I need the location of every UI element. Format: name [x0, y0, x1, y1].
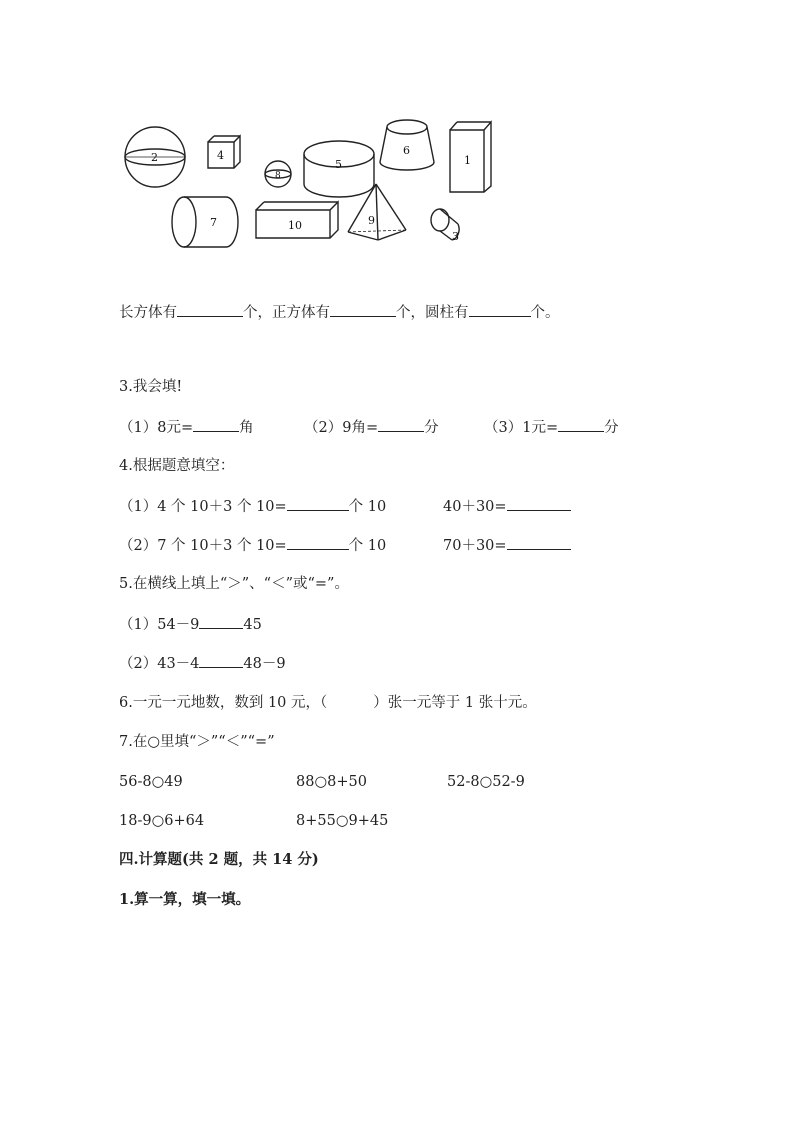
q3-title: 3.我会填!: [119, 379, 183, 395]
sphere-shape: [265, 161, 291, 187]
q2-text-3: 个，圆柱有: [396, 305, 469, 321]
cube-shape: [208, 136, 240, 168]
q3-item-prefix: （1）8元=: [119, 420, 194, 436]
q4-row-2-left: [119, 535, 386, 556]
q3-item-unit: 分: [424, 420, 439, 436]
answer-blank[interactable]: [177, 302, 243, 317]
q5-title: 5.在横线上填上“＞”、“＜”或“=”。: [119, 576, 349, 592]
frustum-shape: [380, 120, 434, 170]
q5-expression: （2）43－4: [119, 656, 200, 672]
q4-unit: 个 10: [348, 538, 387, 554]
cylinder-shape: [172, 197, 238, 247]
q5-expression: 48－9: [243, 656, 286, 672]
shape-number: 10: [288, 219, 302, 232]
shape-number: 6: [403, 144, 410, 157]
shape-number: 3: [452, 230, 459, 243]
q4-expression: 40＋30=: [443, 499, 507, 515]
cylinder-shape: [304, 141, 374, 197]
cuboid-shape: [256, 202, 338, 238]
shape-number: 5: [335, 158, 342, 171]
answer-blank[interactable]: [378, 417, 424, 432]
q5-row-1: [119, 614, 262, 635]
shape-number: 2: [151, 151, 158, 164]
pyramid-shape: [348, 184, 406, 240]
shape-number: 1: [464, 154, 471, 167]
q3-item-3: [484, 417, 619, 438]
q4-title: 4.根据题意填空：: [119, 458, 235, 474]
q3-item-prefix: （3）1元=: [484, 420, 559, 436]
answer-blank[interactable]: [507, 535, 571, 550]
q2-text-4: 个。: [530, 305, 560, 321]
q3-item-unit: 角: [239, 420, 254, 436]
q4-row-2-right: [443, 535, 571, 556]
q7-expression: 8+55○9+45: [296, 813, 389, 829]
shape-number: 9: [368, 214, 375, 227]
answer-blank[interactable]: [558, 417, 604, 432]
answer-blank[interactable]: [193, 417, 239, 432]
q4-expression: （2）7 个 10＋3 个 10=: [119, 538, 287, 554]
q4-row-1-left: [119, 496, 386, 517]
q4-unit: 个 10: [348, 499, 387, 515]
answer-blank[interactable]: [287, 535, 349, 550]
answer-blank[interactable]: [199, 653, 243, 668]
q6-question: [119, 693, 537, 713]
q4-row-1-right: [443, 496, 571, 517]
q3-item-unit: 分: [604, 420, 619, 436]
q7-expression: 88○8+50: [296, 774, 367, 790]
shape-count-question: [119, 302, 560, 323]
q5-row-2: [119, 653, 286, 674]
q3-item-1: [119, 417, 254, 438]
answer-blank[interactable]: [469, 302, 531, 317]
sphere-shape: [125, 127, 185, 187]
cuboid-shape: [450, 122, 491, 192]
q4-expression: 70＋30=: [443, 538, 507, 554]
solid-shapes-figure: [118, 112, 498, 257]
q7-expression: 52-8○52-9: [447, 774, 525, 790]
section-title: 四.计算题(共 2 题，共 14 分): [119, 851, 319, 868]
q6-text: ）张一元等于 1 张十元。: [373, 695, 537, 711]
q2-text-1: 长方体有: [119, 305, 177, 321]
q7-expression: 56-8○49: [119, 774, 183, 790]
q6-text: 6.一元一元地数，数到 10 元，（: [119, 695, 328, 711]
q5-expression: （1）54－9: [119, 617, 200, 633]
answer-blank[interactable]: [507, 496, 571, 511]
answer-blank[interactable]: [330, 302, 396, 317]
q2-text-2: 个，正方体有: [243, 305, 330, 321]
shape-number: 4: [217, 149, 224, 162]
q3-item-prefix: （2）9角=: [304, 420, 379, 436]
q4-expression: （1）4 个 10＋3 个 10=: [119, 499, 287, 515]
q3-item-2: [304, 417, 439, 438]
q7-expression: 18-9○6+64: [119, 813, 205, 829]
answer-blank[interactable]: [199, 614, 243, 629]
shape-number: 7: [210, 216, 217, 229]
answer-blank[interactable]: [287, 496, 349, 511]
q7-title: 7.在○里填“＞”“＜”“=”: [119, 734, 275, 750]
section-question-1: 1.算一算，填一填。: [119, 891, 251, 908]
cylinder-shape: [431, 209, 459, 243]
q5-expression: 45: [243, 617, 262, 633]
shape-number: 8: [275, 171, 281, 181]
